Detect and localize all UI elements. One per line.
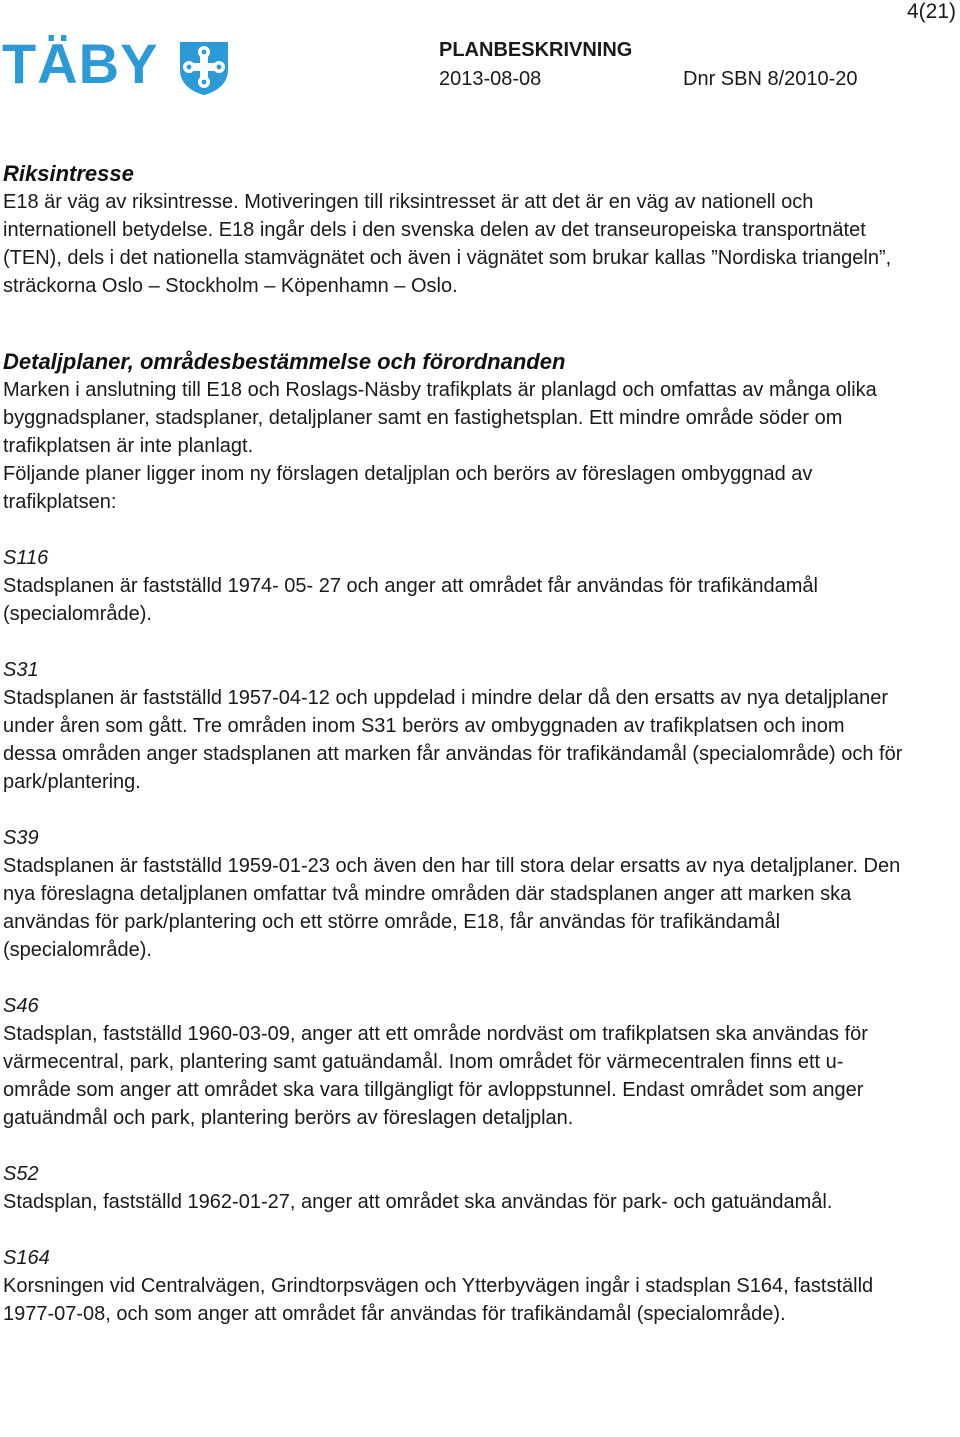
plan-item bbox=[3, 656, 903, 796]
section-paragraph: E18 är väg av riksintresse. Motiveringen till riksintresset är att det är en väg av nationell och internationell betydelse. E18 ingår dels i den svenska delen av det transeuropeiska transportnätet (TEN), dels i det nationella stamvägnätet och även i vägnätet som brukar kallas ”Nordiska triangeln”, sträckorna Oslo – Stockholm – Köpenhamn – Oslo. bbox=[3, 191, 892, 297]
plan-item bbox=[3, 824, 903, 964]
section-heading: Riksintresse bbox=[3, 161, 134, 186]
plan-item bbox=[3, 1244, 903, 1328]
plan-description: Stadsplan, fastställd 1960-03-09, anger att ett område nordväst om trafikplatsen ska användas för värmecentral, park, plantering samt gatuändamål. Inom området för värmecentralen finns ett u-område som anger att området ska vara tillgängligt för avloppstunnel. Endast området som anger gatuändmål och park, plantering berörs av föreslagen detaljplan. bbox=[3, 1023, 868, 1129]
section-heading: Detaljplaner, områdesbestämmelse och förordnanden bbox=[3, 349, 566, 374]
plan-description: Korsningen vid Centralvägen, Grindtorpsvägen och Ytterbyvägen ingår i stadsplan S164, fastställd 1977-07-08, och som anger att området får användas för trafikändamål (specialområde). bbox=[3, 1275, 874, 1325]
section-paragraph: Marken i anslutning till E18 och Roslags-Näsby trafikplats är planlagd och omfattas av många olika byggnadsplaner, stadsplaner, detaljplaner samt en fastighetsplan. Ett mindre område söder om trafikplatsen är inte planlagt. bbox=[3, 379, 877, 457]
plan-code: S31 bbox=[3, 659, 39, 681]
plan-description: Stadsplanen är fastställd 1974- 05- 27 och anger att området får användas för trafikändamål (specialområde). bbox=[3, 575, 818, 625]
plan-description: Stadsplanen är fastställd 1957-04-12 och uppdelad i mindre delar då den ersatts av nya detaljplaner under åren som gått. Tre områden inom S31 berörs av ombyggnaden av trafikplatsen och inom dessa områden anger stadsplanen att marken får användas för trafikändamål (specialområde) och för park/plantering. bbox=[3, 687, 903, 793]
plan-description: Stadsplanen är fastställd 1959-01-23 och även den har till stora delar ersatts av nya detaljplaner. Den nya föreslagna detaljplanen omfattar två mindre områden där stadsplanen anger att marken ska användas för park/plantering och ett större område, E18, får användas för trafikändamål (specialområde). bbox=[3, 855, 901, 961]
document-title: PLANBESKRIVNING bbox=[439, 39, 633, 61]
section-riksintresse bbox=[3, 160, 903, 300]
section-detaljplaner bbox=[3, 348, 903, 516]
plan-code: S39 bbox=[3, 827, 39, 849]
plan-item bbox=[3, 1160, 903, 1216]
plan-code: S116 bbox=[3, 547, 49, 569]
section-paragraph: Följande planer ligger inom ny förslagen detaljplan och berörs av föreslagen ombyggnad av trafikplatsen: bbox=[3, 463, 813, 513]
document-body bbox=[3, 160, 903, 1328]
page-number: 4(21) bbox=[906, 0, 956, 23]
document-dnr: Dnr SBN 8/2010-20 bbox=[683, 68, 858, 90]
plan-item bbox=[3, 544, 903, 628]
plan-code: S52 bbox=[3, 1163, 39, 1185]
plan-code: S164 bbox=[3, 1247, 50, 1269]
document-date: 2013-08-08 bbox=[439, 68, 542, 90]
shield-cross-icon bbox=[178, 40, 230, 96]
plan-code: S46 bbox=[3, 995, 39, 1017]
plan-item bbox=[3, 992, 903, 1132]
logo-wordmark: TÄBY bbox=[2, 32, 159, 95]
plan-description: Stadsplan, fastställd 1962-01-27, anger att området ska användas för park- och gatuändamål. bbox=[3, 1191, 833, 1213]
taby-logo bbox=[2, 32, 230, 96]
